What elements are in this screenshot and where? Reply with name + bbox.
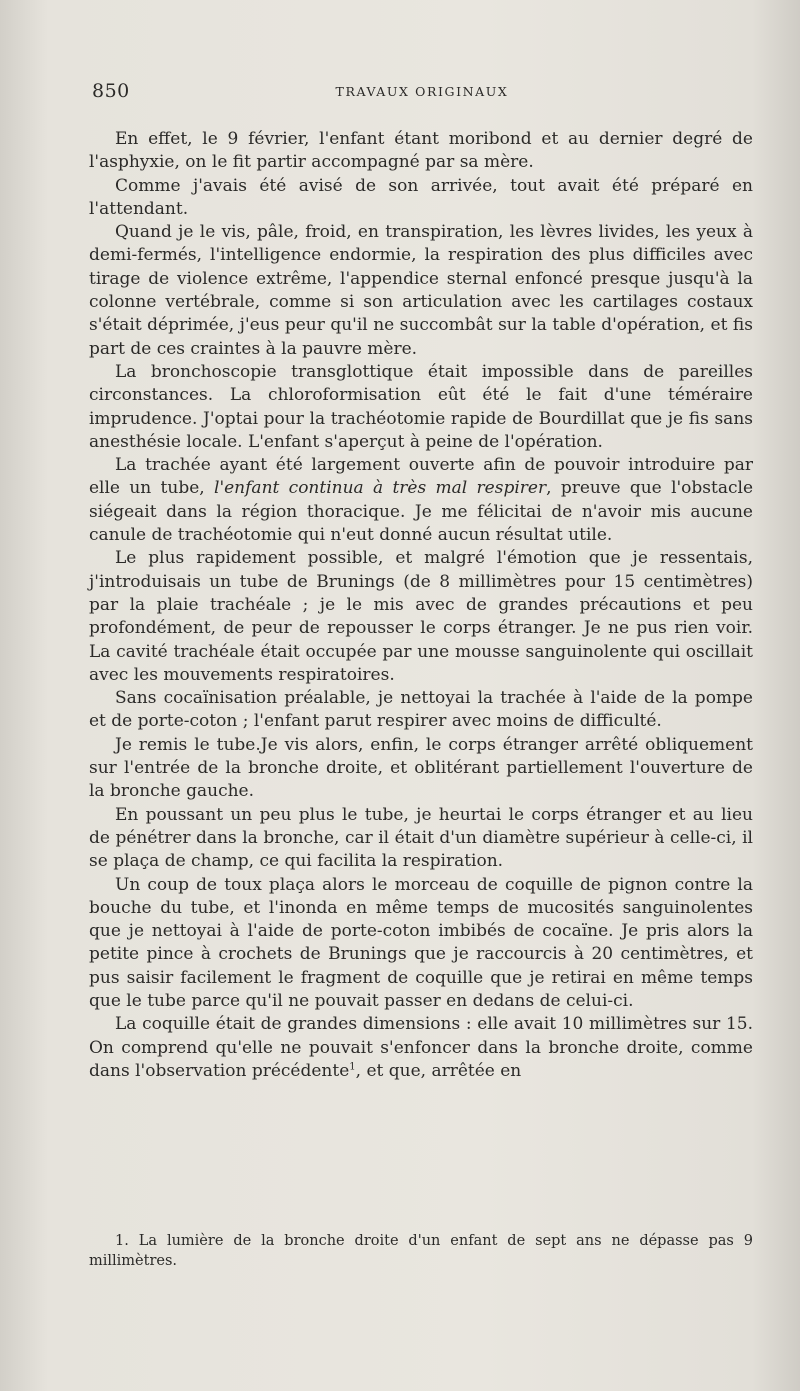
paragraph: En effet, le 9 février, l'enfant étant moribond et au dernier degré de l'asphyxie, on le fit partir accompagné par sa mère. — [89, 129, 753, 173]
footnote-text: 1. La lumière de la bronche droite d'un enfant de sept ans ne dépasse pas 9 millimètres. — [89, 1233, 753, 1269]
paragraph: Quand je le vis, pâle, froid, en transpiration, les lèvres livides, les yeux à demi-fermés, l'intelligence endormie, la respiration des plus difficiles avec tirage de violence extrême, l'appendice sternal enfoncé presque jusqu'à la colonne vertébrale, comme si son articulation avec les cartilages costaux s'était déprimée, j'eus peur qu'il ne succombât sur la table d'opération, et fis part de ces craintes à la pauvre mère. — [89, 222, 753, 359]
running-title: TRAVAUX ORIGINAUX — [335, 84, 509, 99]
body-text — [89, 128, 753, 1083]
paragraph: Un coup de toux plaça alors le morceau de coquille de pignon contre la bouche du tube, et l'inonda en même temps de mucosités sanguinolentes que je nettoyai à l'aide de porte-coton imbibés de cocaïne. Je pris alors la petite pince à crochets de Brunings que je raccourcis à 20 centimètres, et pus saisir facilement le fragment de coquille que je retirai en même temps que le tube parce qu'il ne pouvait passer en dedans de celui-ci. — [89, 874, 753, 1011]
paragraph: La bronchoscopie transglottique était impossible dans de pareilles circonstances. La chloroformisation eût été le fait d'une téméraire imprudence. J'optai pour la trachéotomie rapide de Bourdillat que je fis sans anesthésie locale. L'enfant s'aperçut à peine de l'opération. — [89, 361, 753, 452]
page-header — [92, 80, 752, 104]
footnote-reference: 1 — [349, 1061, 356, 1073]
paragraph: Comme j'avais été avisé de son arrivée, tout avait été préparé en l'attendant. — [89, 175, 753, 219]
paragraph-text: , et que, arrêtée en — [355, 1060, 522, 1081]
paragraph: En poussant un peu plus le tube, je heurtai le corps étranger et au lieu de pénétrer dans la bronche, car il était d'un diamètre supérieur à celle-ci, il se plaça de champ, ce qui facilita la respiration. — [89, 804, 753, 872]
paragraph: Je remis le tube.Je vis alors, enfin, le corps étranger arrêté obliquement sur l'entrée de la bronche droite, et oblitérant partiellement l'ouverture de la bronche gauche. — [89, 734, 753, 802]
paragraph-with-italic — [89, 454, 753, 547]
paragraph-text: La coquille était de grandes dimensions : elle avait 10 millimètres sur 15. On comprend qu'elle ne pouvait s'enfoncer dans la bronche droite, comme dans l'observation précédente — [89, 1014, 753, 1081]
paragraph: Le plus rapidement possible, et malgré l'émotion que je ressentais, j'introduisais un tube de Brunings (de 8 millimètres pour 15 centimètres) par la plaie trachéale ; je le mis avec de grandes précautions et peu profondément, de peur de repousser le corps étranger. Je ne pus rien voir. La cavité trachéale était occupée par une mousse sanguinolente qui oscillait avec les mouvements respiratoires. — [89, 548, 753, 685]
paragraph-with-footnote-ref — [89, 1013, 753, 1083]
footnote — [89, 1231, 753, 1271]
paragraph-text: , preuve que l'obstacle siégeait dans la région thoracique. Je me félicitai de n'avoir mis aucune canule de trachéotomie qui n'eut donné aucun résultat utile. — [89, 478, 754, 546]
page-number: 850 — [92, 80, 130, 102]
paragraph: Sans cocaïnisation préalable, je nettoyai la trachée à l'aide de la pompe et de porte-coton ; l'enfant parut respirer avec moins de difficulté. — [89, 688, 753, 732]
paragraph-text: La trachée ayant été largement ouverte afin de pouvoir introduire par elle un tube, — [89, 455, 753, 499]
italic-phrase: l'enfant continua à très mal respirer — [214, 478, 547, 499]
